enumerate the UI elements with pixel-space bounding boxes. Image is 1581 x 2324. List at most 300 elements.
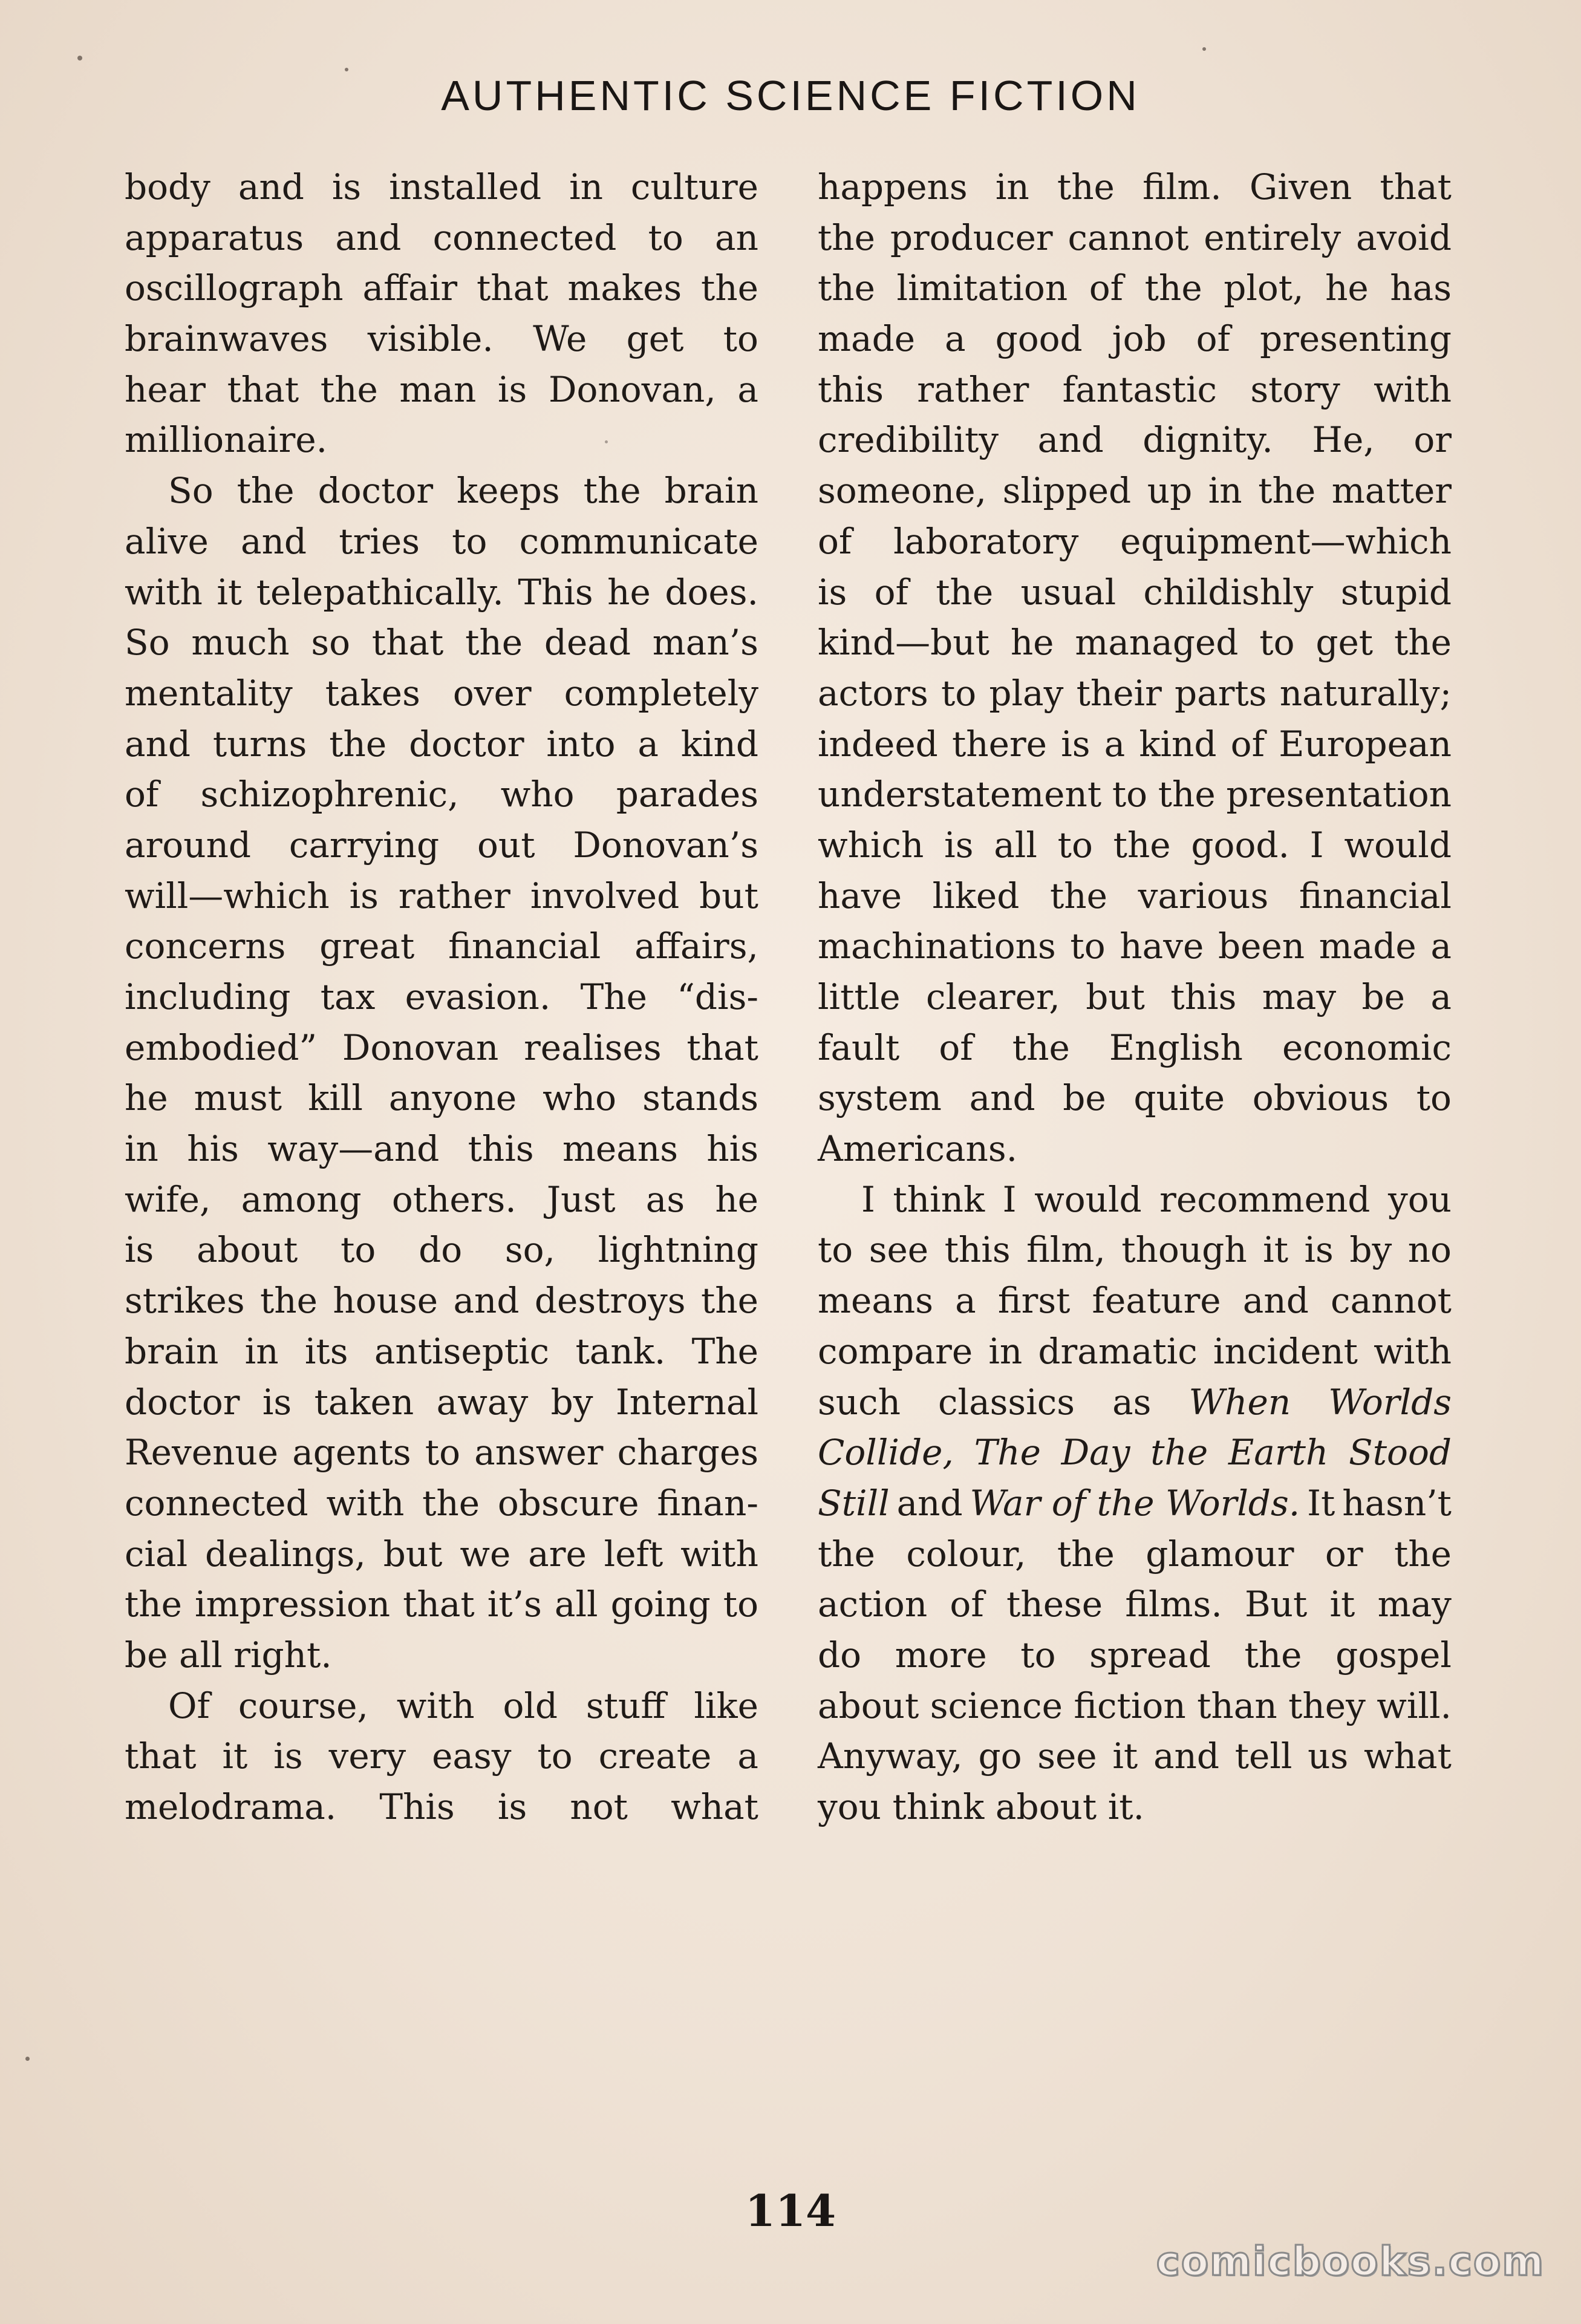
word: Revenue	[125, 1432, 279, 1474]
text-line	[818, 1478, 1452, 1529]
text-line	[818, 769, 1452, 820]
text-line	[818, 921, 1452, 972]
word: do	[818, 1634, 862, 1676]
word: Earth	[1228, 1432, 1329, 1474]
word: stands	[642, 1077, 758, 1119]
word: into	[546, 723, 616, 765]
word: will.	[1377, 1685, 1452, 1726]
word: This	[379, 1786, 455, 1827]
word: entirely	[1204, 217, 1341, 258]
word: so	[311, 622, 351, 664]
word: is	[349, 875, 379, 916]
word: films.	[1125, 1584, 1222, 1625]
word: and	[335, 217, 402, 258]
word: managed	[1075, 622, 1239, 664]
word: installed	[389, 166, 542, 207]
word: the	[1394, 1533, 1452, 1575]
word: would	[1034, 1178, 1142, 1220]
word: others.	[391, 1178, 517, 1220]
word: charges	[617, 1432, 758, 1474]
word: telepathically.	[256, 571, 504, 613]
word: kill	[308, 1077, 363, 1119]
word: glamour	[1146, 1533, 1294, 1575]
word: he	[715, 1178, 758, 1220]
word: of	[939, 1027, 973, 1068]
text-line	[125, 415, 758, 466]
word: to	[818, 1229, 853, 1271]
word: it	[217, 571, 243, 613]
word: of	[125, 774, 159, 815]
text-line	[125, 820, 758, 871]
word: to	[537, 1735, 573, 1777]
word: laboratory	[893, 520, 1079, 562]
word: mentality	[125, 672, 293, 714]
text-line	[125, 769, 758, 820]
word: away	[436, 1381, 529, 1423]
text-line	[818, 567, 1452, 618]
text-line	[125, 1731, 758, 1782]
word: that	[371, 622, 444, 664]
word: may	[1262, 976, 1337, 1017]
word: and	[1037, 419, 1104, 461]
word: The	[691, 1330, 758, 1372]
word: Donovan,	[548, 368, 716, 410]
word: in	[1208, 470, 1242, 512]
text-column-left	[125, 162, 758, 1833]
text-line	[125, 1276, 758, 1327]
word: more	[895, 1634, 987, 1676]
word: connected	[432, 217, 617, 258]
word: and	[453, 1280, 520, 1322]
word: is	[1061, 723, 1090, 765]
text-line	[125, 1428, 758, 1478]
word: you	[818, 1786, 882, 1827]
word: credibility	[818, 419, 999, 461]
word: story	[1250, 368, 1340, 410]
word: embodied”	[125, 1027, 318, 1068]
word: that	[227, 368, 299, 410]
text-line	[818, 1681, 1452, 1732]
word: to	[723, 1584, 758, 1625]
text-line	[125, 1023, 758, 1074]
word: there	[951, 723, 1047, 765]
word: turns	[212, 723, 307, 765]
word: this	[944, 1229, 1011, 1271]
text-line	[818, 1225, 1452, 1276]
text-line	[818, 263, 1452, 314]
word: or	[1413, 419, 1452, 461]
word: way—and	[267, 1128, 440, 1170]
word: house	[333, 1280, 438, 1322]
word: oscillograph	[125, 267, 344, 309]
word: kind	[680, 723, 758, 765]
word: alive	[125, 520, 209, 562]
text-line	[818, 517, 1452, 567]
word: to	[1020, 1634, 1056, 1676]
text-line	[818, 1731, 1452, 1782]
word: not	[570, 1786, 628, 1827]
word: Worlds	[1328, 1381, 1452, 1423]
text-line	[818, 1377, 1452, 1428]
word: carrying	[288, 824, 440, 866]
text-line	[125, 1327, 758, 1377]
text-line	[125, 719, 758, 770]
word: destroys	[534, 1280, 686, 1322]
word: a	[955, 1280, 976, 1322]
word: cannot	[1330, 1280, 1452, 1322]
word: a	[737, 1735, 758, 1777]
word: easy	[432, 1735, 512, 1777]
word: made	[818, 318, 916, 360]
text-line	[125, 1681, 758, 1732]
word: including	[125, 976, 291, 1017]
word: who	[543, 1077, 617, 1119]
word: the	[1144, 267, 1202, 309]
word: have	[1120, 925, 1204, 967]
word: doctor	[125, 1381, 240, 1423]
word: out	[477, 824, 535, 866]
word: the	[329, 723, 387, 765]
word: of	[874, 571, 908, 613]
word: that	[403, 1584, 475, 1625]
word: limitation	[896, 267, 1068, 309]
word: about	[818, 1685, 919, 1726]
word: think	[892, 1786, 985, 1827]
word: and	[238, 166, 304, 207]
word: among	[241, 1178, 362, 1220]
word: fantastic	[1062, 368, 1218, 410]
word: is	[497, 1786, 527, 1827]
word: indeed	[818, 723, 938, 765]
word: been	[1218, 925, 1305, 967]
word: and	[241, 520, 307, 562]
word: matter	[1331, 470, 1452, 512]
text-line	[818, 820, 1452, 871]
word: to	[1057, 824, 1093, 866]
word: the	[1057, 1533, 1115, 1575]
word: a	[1104, 723, 1126, 765]
word: completely	[564, 672, 758, 714]
word: must	[194, 1077, 282, 1119]
word: man’s	[652, 622, 758, 664]
word: I	[1002, 1178, 1017, 1220]
word: the	[818, 1533, 875, 1575]
word: So	[168, 470, 214, 512]
text-line	[125, 1630, 758, 1681]
word: the	[1158, 774, 1216, 815]
word: kind—but	[818, 622, 989, 664]
word: to	[1416, 1077, 1452, 1119]
word: naturally;	[1279, 672, 1452, 714]
word: colour,	[906, 1533, 1026, 1575]
word: plot,	[1224, 267, 1304, 309]
text-line	[125, 618, 758, 668]
word: Just	[546, 1178, 616, 1220]
word: brain	[125, 1330, 219, 1372]
word: with	[326, 1482, 405, 1524]
word: it	[1263, 1229, 1289, 1271]
text-line	[818, 365, 1452, 416]
word: and	[1153, 1735, 1219, 1777]
word: little	[818, 976, 901, 1017]
word: to	[1112, 774, 1148, 815]
word: be	[125, 1634, 168, 1676]
word: a	[945, 318, 966, 360]
word: but	[699, 875, 758, 916]
word: Day	[1061, 1432, 1130, 1474]
word: be	[1361, 976, 1405, 1017]
text-line	[818, 1579, 1452, 1630]
word: in	[995, 166, 1029, 207]
word: avoid	[1356, 217, 1452, 258]
word: an	[715, 217, 758, 258]
word: system	[818, 1077, 942, 1119]
word: means	[562, 1128, 678, 1170]
text-line	[125, 972, 758, 1023]
word: the	[320, 368, 378, 410]
word: hasn’t	[1342, 1482, 1452, 1524]
word: involved	[530, 875, 680, 916]
word: to	[940, 672, 977, 714]
word: visible.	[367, 318, 494, 360]
text-line	[125, 1782, 758, 1833]
word: affairs,	[634, 925, 758, 967]
word: it.	[1107, 1786, 1144, 1827]
text-line	[125, 1175, 758, 1226]
word: the	[1057, 166, 1115, 207]
word: no	[1407, 1229, 1452, 1271]
word: I	[861, 1178, 875, 1220]
word: rather	[398, 875, 510, 916]
word: in	[125, 1128, 158, 1170]
word: the	[936, 571, 994, 613]
word: great	[319, 925, 415, 967]
word: or	[1325, 1533, 1363, 1575]
word: see	[1037, 1735, 1097, 1777]
word: create	[598, 1735, 712, 1777]
word: This	[518, 571, 593, 613]
word: apparatus	[125, 217, 304, 258]
word: their	[1076, 672, 1162, 714]
word: happens	[818, 166, 968, 207]
word: all	[994, 824, 1037, 866]
word: Stood	[1348, 1432, 1452, 1474]
word: has	[1390, 267, 1452, 309]
word: course,	[238, 1685, 368, 1726]
word: When	[1188, 1381, 1291, 1423]
word: get	[626, 318, 684, 360]
word: with	[1374, 368, 1452, 410]
word: with	[125, 571, 203, 613]
word: the	[125, 1584, 182, 1625]
word: European	[1279, 723, 1452, 765]
text-line	[818, 466, 1452, 517]
word: action	[818, 1584, 928, 1625]
word: the	[1113, 824, 1171, 866]
word: us	[1308, 1735, 1349, 1777]
word: to	[452, 520, 487, 562]
word: his	[187, 1128, 239, 1170]
text-line	[818, 972, 1452, 1023]
word: spread	[1089, 1634, 1211, 1676]
word: science	[930, 1685, 1063, 1726]
word: usual	[1020, 571, 1116, 613]
word: man	[399, 368, 477, 410]
word: is	[125, 1229, 154, 1271]
paper-speck	[77, 56, 82, 60]
word: actors	[818, 672, 928, 714]
word: than	[1197, 1685, 1277, 1726]
word: We	[533, 318, 587, 360]
word: do	[419, 1229, 463, 1271]
word: culture	[630, 166, 758, 207]
word: Internal	[615, 1381, 758, 1423]
text-line	[818, 719, 1452, 770]
word: the	[259, 1280, 318, 1322]
word: these	[1006, 1584, 1103, 1625]
word: it	[222, 1735, 248, 1777]
word: of	[818, 520, 852, 562]
word: its	[304, 1330, 348, 1372]
text-line	[125, 365, 758, 416]
word: left	[604, 1533, 663, 1575]
word: that	[476, 267, 549, 309]
page-number: 114	[745, 2185, 836, 2236]
word: equipment—which	[1120, 520, 1452, 562]
word: the	[700, 1280, 758, 1322]
word: such	[818, 1381, 901, 1423]
text-line	[125, 871, 758, 922]
word: job	[1112, 318, 1167, 360]
word: that	[1380, 166, 1452, 207]
word: producer	[890, 217, 1053, 258]
word: So	[125, 622, 170, 664]
word: concerns	[125, 925, 286, 967]
word: it	[1329, 1584, 1355, 1625]
word: all	[554, 1584, 598, 1625]
word: anyone	[388, 1077, 517, 1119]
word: recommend	[1159, 1178, 1371, 1220]
word: a	[637, 723, 659, 765]
word: of	[1196, 318, 1231, 360]
word: cial	[125, 1533, 188, 1575]
word: about	[197, 1229, 298, 1271]
word: feature	[1092, 1280, 1221, 1322]
word: to	[1070, 925, 1106, 967]
word: body	[125, 166, 210, 207]
word: makes	[567, 267, 682, 309]
text-line	[125, 1073, 758, 1124]
word: is	[497, 368, 527, 410]
word: Americans.	[818, 1128, 1018, 1170]
text-line	[125, 1225, 758, 1276]
word: the	[422, 1482, 480, 1524]
word: is	[273, 1735, 303, 1777]
word: various	[1138, 875, 1269, 916]
word: think	[893, 1178, 985, 1220]
word: keeps	[457, 470, 560, 512]
word: understatement	[818, 774, 1102, 815]
text-line	[818, 1782, 1452, 1833]
word: though	[1121, 1229, 1247, 1271]
word: clearer,	[926, 976, 1060, 1017]
text-line	[125, 1579, 758, 1630]
word: all	[179, 1634, 223, 1676]
word: doctor	[318, 470, 434, 512]
text-column-right	[818, 162, 1452, 1833]
text-line	[125, 466, 758, 517]
word: good	[995, 318, 1083, 360]
word: economic	[1282, 1027, 1452, 1068]
word: in	[988, 1330, 1023, 1372]
word: presenting	[1259, 318, 1452, 360]
word: answer	[474, 1432, 604, 1474]
word: He,	[1312, 419, 1375, 461]
word: evasion.	[405, 976, 551, 1017]
word: Donovan	[342, 1027, 499, 1068]
word: childishly	[1143, 571, 1314, 613]
word: are	[528, 1533, 587, 1575]
word: tank.	[575, 1330, 666, 1372]
word: brain	[664, 470, 758, 512]
word: he	[1010, 622, 1054, 664]
text-line	[125, 1529, 758, 1580]
word: kind	[1139, 723, 1217, 765]
word: agents	[292, 1432, 411, 1474]
word: the	[465, 622, 523, 664]
word: The	[974, 1432, 1041, 1474]
text-line	[125, 263, 758, 314]
word: does.	[665, 571, 758, 613]
word: finan-	[657, 1482, 758, 1524]
word: this	[1170, 976, 1237, 1017]
text-line	[818, 1276, 1452, 1327]
word: I	[1309, 824, 1324, 866]
word: fault	[818, 1027, 900, 1068]
word: to	[341, 1229, 376, 1271]
word: you	[1387, 1178, 1452, 1220]
word: that	[686, 1027, 758, 1068]
text-line	[818, 1327, 1452, 1377]
word: dealings,	[205, 1533, 366, 1575]
word: the	[236, 470, 295, 512]
word: we	[460, 1533, 511, 1575]
word: dead	[544, 622, 631, 664]
word: Still	[818, 1482, 890, 1524]
word: millionaire.	[125, 419, 328, 461]
word: this	[818, 368, 884, 410]
text-line	[818, 213, 1452, 264]
word: impression	[195, 1584, 391, 1625]
word: to	[425, 1432, 461, 1474]
paper-speck	[345, 68, 348, 71]
word: doctor	[409, 723, 524, 765]
word: is	[944, 824, 974, 866]
text-line	[818, 314, 1452, 365]
word: his	[706, 1128, 758, 1170]
word: have	[818, 875, 902, 916]
text-line	[818, 1073, 1452, 1124]
text-line	[125, 1478, 758, 1529]
word: But	[1244, 1584, 1308, 1625]
word: The	[580, 976, 647, 1017]
word: cannot	[1068, 217, 1189, 258]
word: slipped	[1002, 470, 1132, 512]
word: English	[1109, 1027, 1243, 1068]
word: is	[1304, 1229, 1334, 1271]
text-line	[818, 1124, 1452, 1175]
word: melodrama.	[125, 1786, 337, 1827]
